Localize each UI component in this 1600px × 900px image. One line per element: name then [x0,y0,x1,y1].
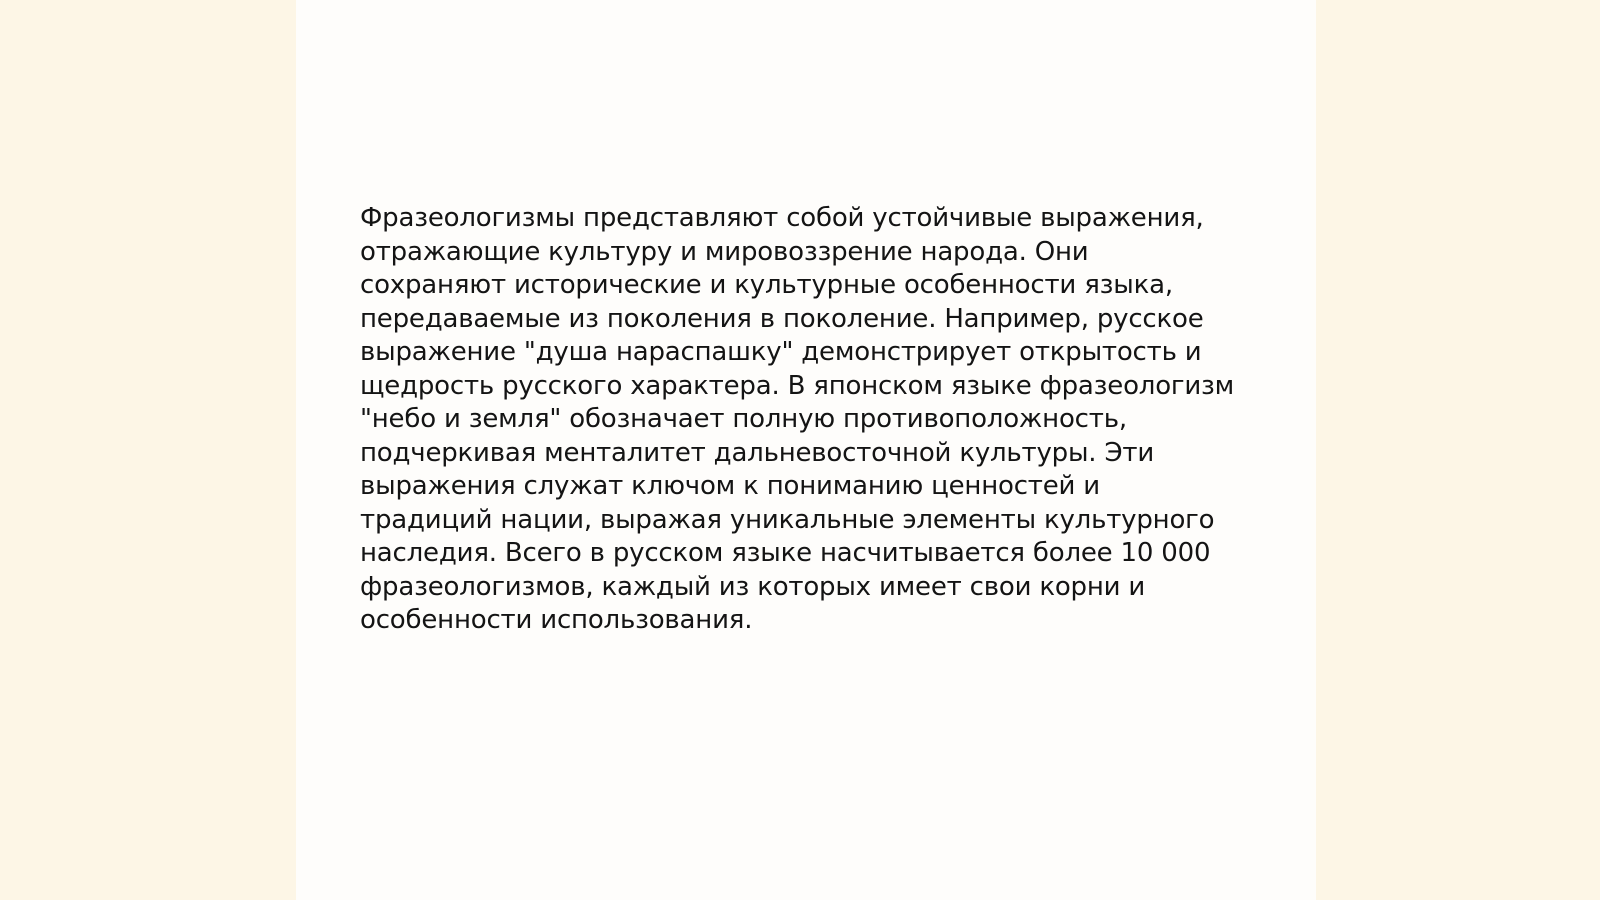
text-line: фразеологизмов, каждый из которых имеет свои корни и [360,571,1146,602]
text-line: "небо и земля" обозначает полную противоположность, [360,404,1127,434]
content-panel [296,0,1316,900]
text-line: выражения служат ключом к пониманию ценностей и [360,471,1100,501]
text-line: наследия. Всего в русском языке насчитывается более 10 000 [360,538,1211,568]
text-line: отражающие культуру и мировоззрение народа. Они [360,236,1089,267]
text-line: особенности использования. [360,605,753,635]
text-line: сохраняют исторические и культурные особенности языка, [360,270,1173,300]
text-line: выражение "душа нараспашку" демонстрирует открытость и [360,337,1202,367]
text-line: щедрость русского характера. В японском языке фразеологизм [360,370,1235,401]
text-line: Фразеологизмы представляют собой устойчивые выражения, [360,203,1204,233]
text-line: подчеркивая менталитет дальневосточной культуры. Эти [360,437,1155,468]
text-line: передаваемые из поколения в поколение. Например, русское [360,303,1204,334]
text-line: традиций нации, выражая уникальные элементы культурного [360,504,1215,535]
body-paragraph [360,202,1260,638]
